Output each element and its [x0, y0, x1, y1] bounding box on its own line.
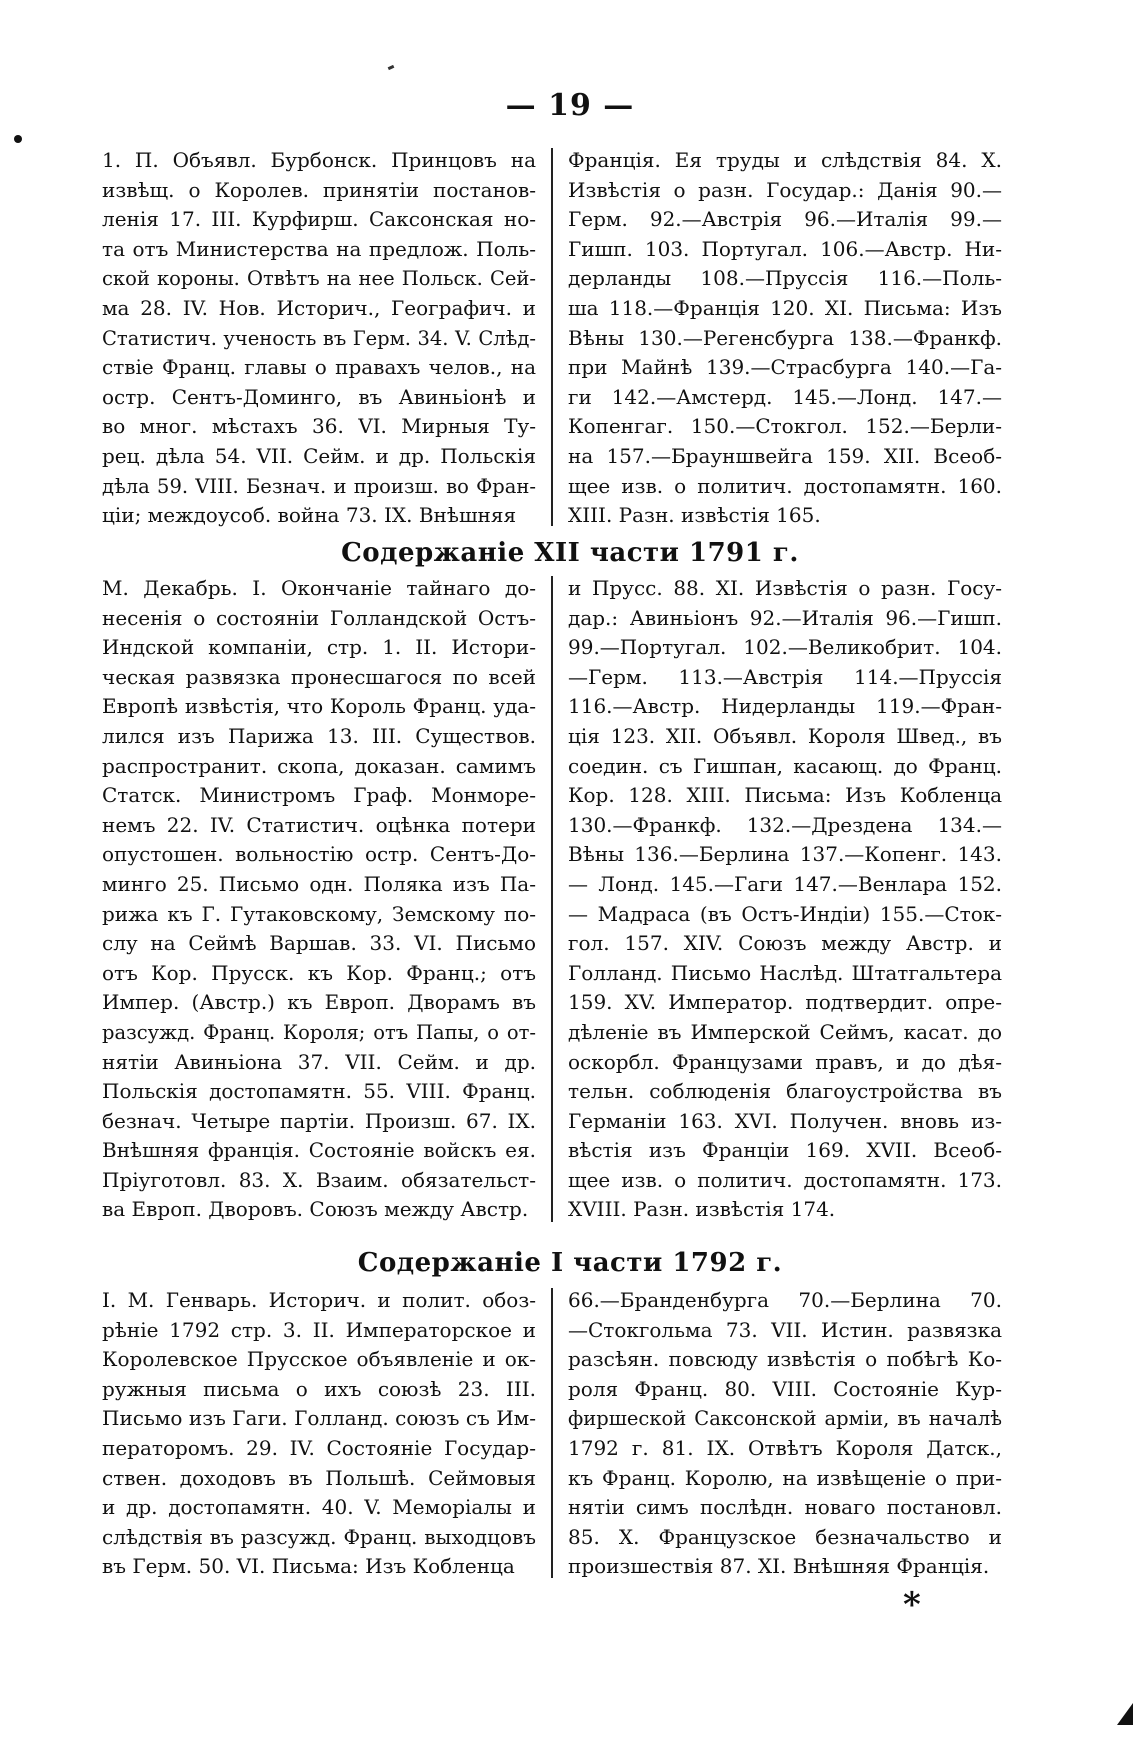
text-line: гол. 157. XIV. Союзъ между Австр. и [568, 931, 1002, 956]
text-line: дѣла 59. VIII. Безнач. и произш. во Фран- [102, 474, 536, 498]
section-3 [102, 1286, 1002, 1582]
text-line: 1. П. Объявл. Бурбонск. Принцовъ на [102, 148, 536, 172]
text-line: 116.—Австр. Нидерланды 119.—Фран- [568, 694, 1002, 719]
text-line: XVIII. Разн. извѣстія 174. [568, 1197, 836, 1222]
text-line: Копенгаг. 150.—Стокгол. 152.—Берли- [568, 414, 1002, 439]
text-line: ги 142.—Амстерд. 145.—Лонд. 147.— [568, 384, 1002, 409]
text-line: въ Герм. 50. VI. Письма: Изъ Кобленца [102, 1554, 515, 1579]
text-line: фиршеской Саксонской арміи, въ началѣ [568, 1407, 1002, 1431]
text-line: —Стокгольма 73. VII. Истин. развязка [568, 1317, 1002, 1342]
text-line: Гишп. 103. Португал. 106.—Австр. Ни- [568, 236, 1002, 261]
text-line: Европѣ извѣстія, что Король Франц. уда- [102, 694, 536, 719]
text-line: ружныя письма о ихъ союзѣ 23. III. [102, 1376, 536, 1401]
text-line: Франція. Ея труды и слѣдствія 84. X. [568, 148, 1002, 172]
text-line: слу на Сеймѣ Варшав. 33. VI. Письмо [102, 931, 536, 956]
text-line: несенія о состояніи Голландской Остъ- [102, 605, 536, 630]
text-line: ція 123. XII. Объявл. Короля Швед., въ [568, 723, 1002, 748]
section-1-right-column [568, 146, 1002, 531]
text-line: дар.: Авиньіонъ 92.—Италія 96.—Гишп. [568, 605, 1002, 630]
text-line: Извѣстія о разн. Государ.: Данія 90.— [568, 177, 1002, 202]
text-line: Пріуготовл. 83. X. Взаим. обязательст- [102, 1167, 536, 1192]
text-line: та отъ Министерства на предлож. Поль- [102, 236, 536, 261]
text-line: рижа къ Г. Гутаковскому, Земскому по- [102, 901, 536, 926]
text-line: Герм. 92.—Австрія 96.—Италія 99.— [568, 207, 1002, 232]
text-line: 66.—Бранденбурга 70.—Берлина 70. [568, 1288, 1002, 1312]
text-line: 99.—Португал. 102.—Великобрит. 104. [568, 635, 1002, 660]
text-line: —Герм. 113.—Австрія 114.—Пруссія [568, 664, 1002, 689]
text-line: тельн. соблюденія благоустройства въ [568, 1079, 1002, 1104]
text-line: на 157.—Брауншвейга 159. XII. Всеоб- [568, 443, 1002, 468]
text-line: рец. дѣла 54. VII. Сейм. и др. Польскія [102, 443, 536, 468]
text-line: Вѣны 130.—Регенсбурга 138.—Франкф. [568, 325, 1002, 350]
text-line: немъ 22. IV. Статистич. оцѣнка потери [102, 812, 536, 837]
text-line: Германіи 163. XVI. Получен. вновь из- [568, 1108, 1002, 1133]
text-line: къ Франц. Королю, на извѣщеніе о при- [568, 1465, 1002, 1490]
section-3-left-column [102, 1286, 536, 1582]
footer-asterisk: * [903, 1585, 921, 1625]
text-line: при Майнѣ 139.—Страсбурга 140.—Га- [568, 355, 1002, 380]
section-heading-xii-1791: Содержаніе XII части 1791 г. [341, 538, 799, 568]
text-line: рѣніе 1792 стр. 3. II. Императорское и [102, 1317, 536, 1342]
text-line: произшествія 87. XI. Внѣшняя Франція. [568, 1554, 990, 1579]
section-heading-i-1792: Содержаніе I части 1792 г. [357, 1248, 783, 1278]
text-line: щее изв. о политич. достопамятн. 173. [568, 1167, 1002, 1192]
text-line: ленія 17. III. Курфирш. Саксонская но- [102, 207, 536, 232]
text-line: оскорбл. Французами правъ, и до дѣя- [568, 1049, 1002, 1074]
text-line: 1792 г. 81. IX. Отвѣтъ Короля Датск., [568, 1435, 1002, 1460]
text-line: щее изв. о политич. достопамятн. 160. [568, 473, 1002, 498]
margin-dot [14, 135, 22, 143]
section-2-right-column [568, 574, 1002, 1225]
section-2 [102, 574, 1002, 1225]
text-line: нятіи симъ послѣдн. новаго постановл. [568, 1495, 1002, 1520]
text-line: Королевское Прусское объявленіе и ок- [102, 1347, 536, 1372]
scan-corner-mark [1117, 1703, 1133, 1725]
text-line: Статистич. ученость въ Герм. 34. V. Слѣд- [102, 326, 536, 350]
text-line: и др. достопамятн. 40. V. Меморіалы и [102, 1495, 536, 1520]
text-line: разсѣян. повсюду извѣстія о побѣгѣ Ко- [568, 1347, 1002, 1372]
text-line: 85. X. Французское безначальство и [568, 1524, 1002, 1549]
text-line: ствіе Франц. главы о правахъ челов., на [102, 355, 536, 380]
text-line: ператоромъ. 29. IV. Состояніе Государ- [102, 1435, 536, 1460]
text-line: XIII. Разн. извѣстія 165. [568, 503, 821, 528]
text-line: ціи; междоусоб. война 73. IX. Внѣшняя [102, 503, 517, 528]
ink-speck [388, 65, 395, 70]
text-line: — Мадраса (въ Остъ-Индіи) 155.—Сток- [568, 901, 1002, 926]
text-line: распространит. скопа, доказан. самимъ [102, 753, 536, 778]
text-line: 159. XV. Император. подтвердит. опре- [568, 990, 1002, 1015]
text-line: Индской компаніи, стр. 1. II. Истори- [102, 635, 536, 660]
text-line: ва Европ. Дворовъ. Союзъ между Австр. [102, 1197, 529, 1222]
text-line: опустошен. вольностію остр. Сентъ-До- [102, 842, 536, 867]
text-line: Кор. 128. XIII. Письма: Изъ Кобленца [568, 783, 1002, 808]
section-1-left-column [102, 146, 536, 531]
text-line: минго 25. Письмо одн. Поляка изъ Па- [102, 871, 536, 896]
section-2-left-column [102, 574, 536, 1225]
text-line: М. Декабрь. I. Окончаніе тайнаго до- [102, 576, 536, 600]
page-number: — 19 — [505, 88, 635, 123]
text-line: отъ Кор. Прусск. къ Кор. Франц.; отъ [102, 960, 536, 985]
text-line: остр. Сентъ-Доминго, въ Авиньіонѣ и [102, 384, 536, 409]
text-line: ствен. доходовъ въ Польшѣ. Сеймовыя [102, 1465, 536, 1490]
section-1 [102, 146, 1002, 531]
text-line: во мног. мѣстахъ 36. VI. Мирныя Ту- [102, 414, 536, 439]
text-line: I. М. Генварь. Историч. и полит. обоз- [102, 1288, 536, 1312]
section-3-right-column [568, 1286, 1002, 1582]
text-line: слѣдствія въ разсужд. Франц. выходцовъ [102, 1524, 536, 1549]
text-line: нятіи Авиньіона 37. VII. Сейм. и др. [102, 1049, 536, 1074]
column-divider [551, 1288, 553, 1578]
column-divider [551, 576, 553, 1222]
text-line: ческая развязка пронесшагося по всей [102, 664, 536, 689]
text-line: Импер. (Австр.) къ Европ. Дворамъ въ [102, 990, 536, 1015]
text-line: — Лонд. 145.—Гаги 147.—Венлара 152. [568, 871, 1002, 896]
text-line: и Прусс. 88. XI. Извѣстія о разн. Госу- [568, 576, 1002, 600]
text-line: Польскія достопамятн. 55. VIII. Франц. [102, 1079, 536, 1104]
text-line: лился изъ Парижа 13. III. Существов. [102, 723, 536, 748]
text-line: разсужд. Франц. Короля; отъ Папы, о от- [102, 1020, 536, 1044]
text-line: извѣщ. о Королев. принятіи постанов- [102, 177, 536, 202]
text-line: дерланды 108.—Пруссія 116.—Поль- [568, 266, 1002, 291]
text-line: Голланд. Письмо Наслѣд. Штатгальтера [568, 960, 1002, 985]
text-line: ма 28. IV. Нов. Историч., Географич. и [102, 295, 536, 320]
text-line: 130.—Франкф. 132.—Дрездена 134.— [568, 812, 1002, 837]
text-line: Статск. Министромъ Граф. Монморе- [102, 783, 536, 808]
text-line: роля Франц. 80. VIII. Состояніе Кур- [568, 1376, 1002, 1401]
text-line: Вѣны 136.—Берлина 137.—Копенг. 143. [568, 842, 1002, 867]
text-line: Письмо изъ Гаги. Голланд. союзъ съ Им- [102, 1406, 536, 1431]
text-line: безнач. Четыре партіи. Произш. 67. IX. [102, 1108, 536, 1133]
text-line: Внѣшняя франція. Состояніе войскъ ея. [102, 1138, 536, 1163]
text-line: ской короны. Отвѣтъ на нее Польск. Сей- [102, 267, 536, 291]
text-line: соедин. съ Гишпан, касающ. до Франц. [568, 753, 1002, 778]
text-line: дѣленіе въ Имперской Сеймъ, касат. до [568, 1019, 1002, 1044]
column-divider [551, 148, 553, 526]
text-line: ша 118.—Франція 120. XI. Письма: Изъ [568, 295, 1002, 320]
text-line: вѣстія изъ Франціи 169. XVII. Всеоб- [568, 1138, 1002, 1163]
